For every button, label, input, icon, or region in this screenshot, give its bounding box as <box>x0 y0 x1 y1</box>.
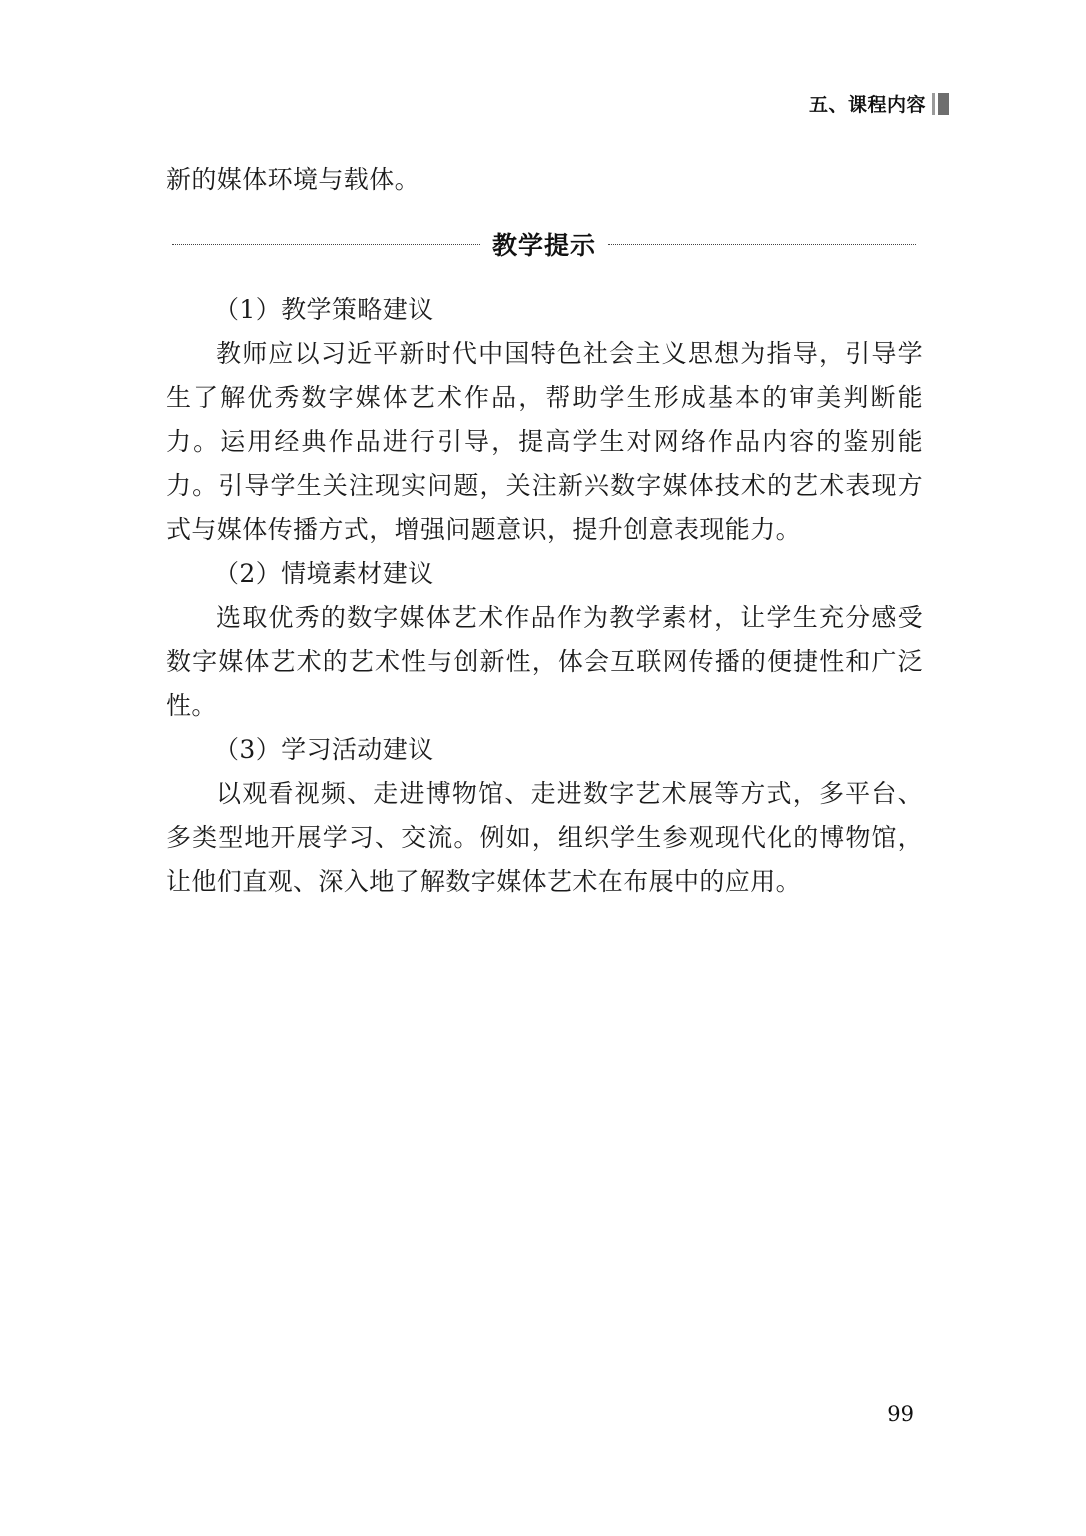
item-paragraph-2: 选取优秀的数字媒体艺术作品作为教学素材，让学生充分感受数字媒体艺术的艺术性与创新性，体会互联网传播的便捷性和广泛性。 <box>166 603 923 720</box>
section-divider <box>172 222 916 266</box>
divider-dots-right <box>608 244 916 245</box>
item-paragraph-1: 教师应以习近平新时代中国特色社会主义思想为指导，引导学生了解优秀数字媒体艺术作品，帮助学生形成基本的审美判断能力。运用经典作品进行引导，提高学生对网络作品内容的鉴别能力。引导学生关注现实问题，关注新兴数字媒体技术的艺术表现方式与媒体传播方式，增强问题意识，提升创意表现能力。 <box>166 339 923 544</box>
item-heading-3: （3）学习活动建议 <box>214 735 434 764</box>
section-body <box>166 288 923 904</box>
item-heading-1: （1）教学策略建议 <box>214 295 434 324</box>
item-paragraph-3: 以观看视频、走进博物馆、走进数字艺术展等方式，多平台、多类型地开展学习、交流。例如，组织学生参观现代化的博物馆，让他们直观、深入地了解数字媒体艺术在布展中的应用。 <box>166 779 923 896</box>
header-bars-icon <box>932 93 949 115</box>
running-header-title: 五、课程内容 <box>808 94 926 116</box>
carry-over-line: 新的媒体环境与载体。 <box>166 165 421 194</box>
header-bar-thick <box>938 93 949 115</box>
header-bar-thin <box>932 93 935 115</box>
divider-dots-left <box>172 244 480 245</box>
running-header <box>809 90 949 117</box>
item-heading-2: （2）情境素材建议 <box>214 559 434 588</box>
section-title: 教学提示 <box>492 231 597 260</box>
page-number: 99 <box>887 1402 914 1426</box>
